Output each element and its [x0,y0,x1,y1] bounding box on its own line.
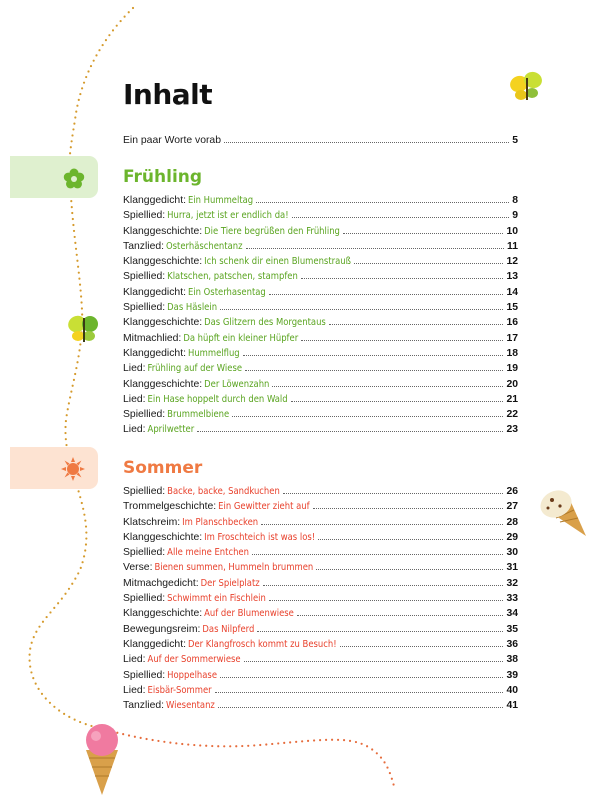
toc-entry-title: Das Häslein [167,302,218,314]
toc-entry-kind: Klanggedicht: [123,638,186,650]
toc-entry-kind: Lied: [123,654,146,666]
toc-entry-title: Brummelbiene [167,409,230,421]
toc-entry-title: Hummelflug [187,347,240,359]
toc-entry-title: Ich schenk dir einen Blumenstrauß [204,256,351,268]
toc-page-number: 15 [506,302,518,314]
toc-page-number: 38 [506,654,518,666]
toc-entry[interactable] [123,193,518,208]
butterfly-icon [508,70,546,106]
dot-leader [301,278,504,279]
toc-page-number: 14 [506,286,518,298]
toc-entry[interactable] [123,331,518,346]
toc-entry-kind: Spiellied: [123,409,166,421]
toc-entry-title: Wiesentanz [166,700,215,712]
toc-entry-title: Ein Osterhasentag [187,286,266,298]
butterfly-icon [66,312,102,348]
toc-entry-kind: Klanggeschichte: [123,378,203,390]
toc-entry[interactable] [123,606,518,621]
dot-leader [256,202,509,203]
toc-entry[interactable] [123,300,518,315]
dot-leader [313,508,504,509]
dot-leader [292,217,510,218]
toc-page-number: 10 [506,225,518,237]
toc-page-number: 16 [506,317,518,329]
toc-page-number: 34 [506,608,518,620]
ice-cream-cone-icon [80,720,124,795]
toc-page-number: 31 [506,562,518,574]
section-heading-sommer: Sommer [123,458,203,478]
toc-entry[interactable] [123,515,518,530]
toc-entry-kind: Klanggeschichte: [123,531,203,543]
dot-leader [283,493,504,494]
flower-icon [62,167,86,191]
toc-entry[interactable] [123,285,518,300]
dot-leader [329,324,504,325]
dot-leader [220,309,503,310]
toc-entry[interactable] [123,392,518,407]
toc-page-number: 29 [506,531,518,543]
toc-page-number: 21 [506,393,518,405]
toc-entry[interactable] [123,346,518,361]
toc-entry[interactable] [123,683,518,698]
toc-page-number: 18 [506,347,518,359]
toc-entry-title: Hurra, jetzt ist er endlich da! [167,210,289,222]
toc-entry[interactable] [123,591,518,606]
toc-entry-title: Ein Gewitter zieht auf [218,501,310,513]
toc-list-sommer [123,484,518,713]
toc-entry[interactable] [123,269,518,284]
dot-leader [197,431,503,432]
dot-leader [340,646,504,647]
dot-leader [246,248,504,249]
dot-leader [316,569,503,570]
toc-entry[interactable] [123,576,518,591]
toc-entry[interactable] [123,224,518,239]
toc-page-number: 17 [506,332,518,344]
toc-entry-title: Die Tiere begrüßen den Frühling [204,225,340,237]
toc-entry[interactable] [123,652,518,667]
dot-leader [261,524,503,525]
dot-leader [269,600,504,601]
toc-entry-title: Das Glitzern des Morgentaus [204,317,326,329]
toc-entry-title: Schwimmt ein Fischlein [167,593,266,605]
ice-cream-cone-icon [530,482,588,540]
dot-leader [215,692,504,693]
toc-intro-entry[interactable] [123,133,518,148]
toc-entry-label: Ein paar Worte vorab [123,135,221,146]
toc-entry-kind: Klanggedicht: [123,347,186,359]
toc-entry-title: Da hüpft ein kleiner Hüpfer [183,332,299,344]
toc-entry-title: Das Nilpferd [202,623,255,635]
toc-entry-kind: Spiellied: [123,210,166,222]
toc-entry-kind: Mitmachlied: [123,332,182,344]
toc-entry-title: Im Planschbecken [182,516,259,528]
toc-entry-title: Auf der Blumenwiese [204,608,294,620]
dot-leader [220,677,503,678]
toc-entry-kind: Spiellied: [123,271,166,283]
toc-entry-kind: Lied: [123,684,146,696]
dot-leader [272,386,503,387]
toc-entry-title: Osterhäschentanz [166,240,243,252]
toc-entry-kind: Klanggeschichte: [123,608,203,620]
toc-entry-kind: Spiellied: [123,547,166,559]
dot-leader [343,233,504,234]
dot-leader [291,401,504,402]
toc-entry-title: Hoppelhase [167,669,218,681]
toc-entry-title: Der Löwenzahn [204,378,270,390]
toc-entry-kind: Mitmachgedicht: [123,577,199,589]
toc-entry[interactable] [123,698,518,713]
toc-entry-kind: Lied: [123,424,146,436]
toc-page-number: 8 [512,195,518,206]
toc-entry-title: Bienen summen, Hummeln brummen [154,562,314,574]
dot-leader [257,631,503,632]
dot-leader [263,585,504,586]
toc-page-number: 12 [506,256,518,268]
toc-page-number: 28 [506,516,518,528]
dot-leader [245,370,503,371]
toc-entry-kind: Trommelgeschichte: [123,501,217,513]
dot-leader [252,554,503,555]
sun-icon [60,456,86,482]
toc-entry[interactable] [123,315,518,330]
toc-page-number: 40 [506,684,518,696]
toc-entry[interactable] [123,422,518,437]
toc-page-number: 27 [506,501,518,513]
toc-entry[interactable] [123,499,518,514]
toc-entry-kind: Spiellied: [123,593,166,605]
toc-entry-title: Eisbär-Sommer [147,684,212,696]
toc-entry-title: Der Spielplatz [200,577,260,589]
toc-page-number: 36 [506,638,518,650]
toc-entry-title: Aprilwetter [147,424,195,436]
toc-page-number: 23 [506,424,518,436]
toc-entry-title: Im Froschteich ist was los! [204,531,316,543]
dot-leader [224,142,509,143]
dot-leader [318,539,503,540]
toc-entry-kind: Spiellied: [123,669,166,681]
dot-leader [301,340,503,341]
toc-entry-title: Alle meine Entchen [167,547,249,559]
toc-entry-title: Der Klangfrosch kommt zu Besuch! [187,638,337,650]
section-heading-fruehling: Frühling [123,167,203,187]
toc-entry-kind: Tanzlied: [123,240,165,252]
toc-entry-kind: Klanggeschichte: [123,225,203,237]
toc-entry[interactable] [123,637,518,652]
toc-entry[interactable] [123,560,518,575]
dot-leader [354,263,504,264]
toc-entry-title: Ein Hase hoppelt durch den Wald [147,393,288,405]
toc-entry[interactable] [123,239,518,254]
toc-entry-kind: Klanggedicht: [123,286,186,298]
toc-page-number: 33 [506,593,518,605]
dot-leader [243,355,504,356]
toc-list-fruehling [123,193,518,438]
dot-leader [244,661,504,662]
dot-leader [218,707,504,708]
toc-entry-kind: Tanzlied: [123,700,165,712]
toc-page-number: 9 [512,210,518,222]
toc-entry-kind: Bewegungsreim: [123,623,201,635]
toc-page-number: 35 [506,623,518,635]
toc-entry-kind: Klanggedicht: [123,195,186,206]
toc-entry[interactable] [123,208,518,223]
dot-leader [297,615,504,616]
toc-page-number: 22 [506,409,518,421]
toc-page-number: 5 [512,135,518,146]
toc-entry[interactable] [123,622,518,637]
toc-entry-kind: Spiellied: [123,302,166,314]
toc-entry-kind: Lied: [123,393,146,405]
toc-page-number: 32 [506,577,518,589]
toc-entry-kind: Lied: [123,363,146,375]
toc-entry[interactable] [123,254,518,269]
toc-entry[interactable] [123,545,518,560]
toc-entry-title: Frühling auf der Wiese [147,363,243,375]
toc-page-number: 20 [506,378,518,390]
toc-page-number: 41 [506,700,518,712]
toc-entry[interactable] [123,407,518,422]
page-title: Inhalt [123,78,213,111]
toc-page-number: 39 [506,669,518,681]
toc-entry-title: Backe, backe, Sandkuchen [167,486,280,497]
toc-entry[interactable] [123,377,518,392]
toc-entry[interactable] [123,668,518,683]
toc-entry-kind: Klanggeschichte: [123,256,203,268]
dot-leader [232,416,503,417]
toc-entry-title: Klatschen, patschen, stampfen [167,271,298,283]
toc-page-number: 30 [506,547,518,559]
toc-entry-title: Ein Hummeltag [187,195,254,206]
toc-page-number: 26 [506,486,518,497]
toc-entry-kind: Verse: [123,562,153,574]
toc-page-number: 19 [506,363,518,375]
toc-entry[interactable] [123,361,518,376]
toc-entry-kind: Spiellied: [123,486,166,497]
toc-entry[interactable] [123,484,518,499]
toc-entry[interactable] [123,530,518,545]
toc-entry-kind: Klanggeschichte: [123,317,203,329]
toc-entry-title: Auf der Sommerwiese [147,654,241,666]
toc-entry-kind: Klatschreim: [123,516,181,528]
toc-page-number: 13 [506,271,518,283]
toc-page-number: 11 [507,240,518,252]
dot-leader [269,294,504,295]
